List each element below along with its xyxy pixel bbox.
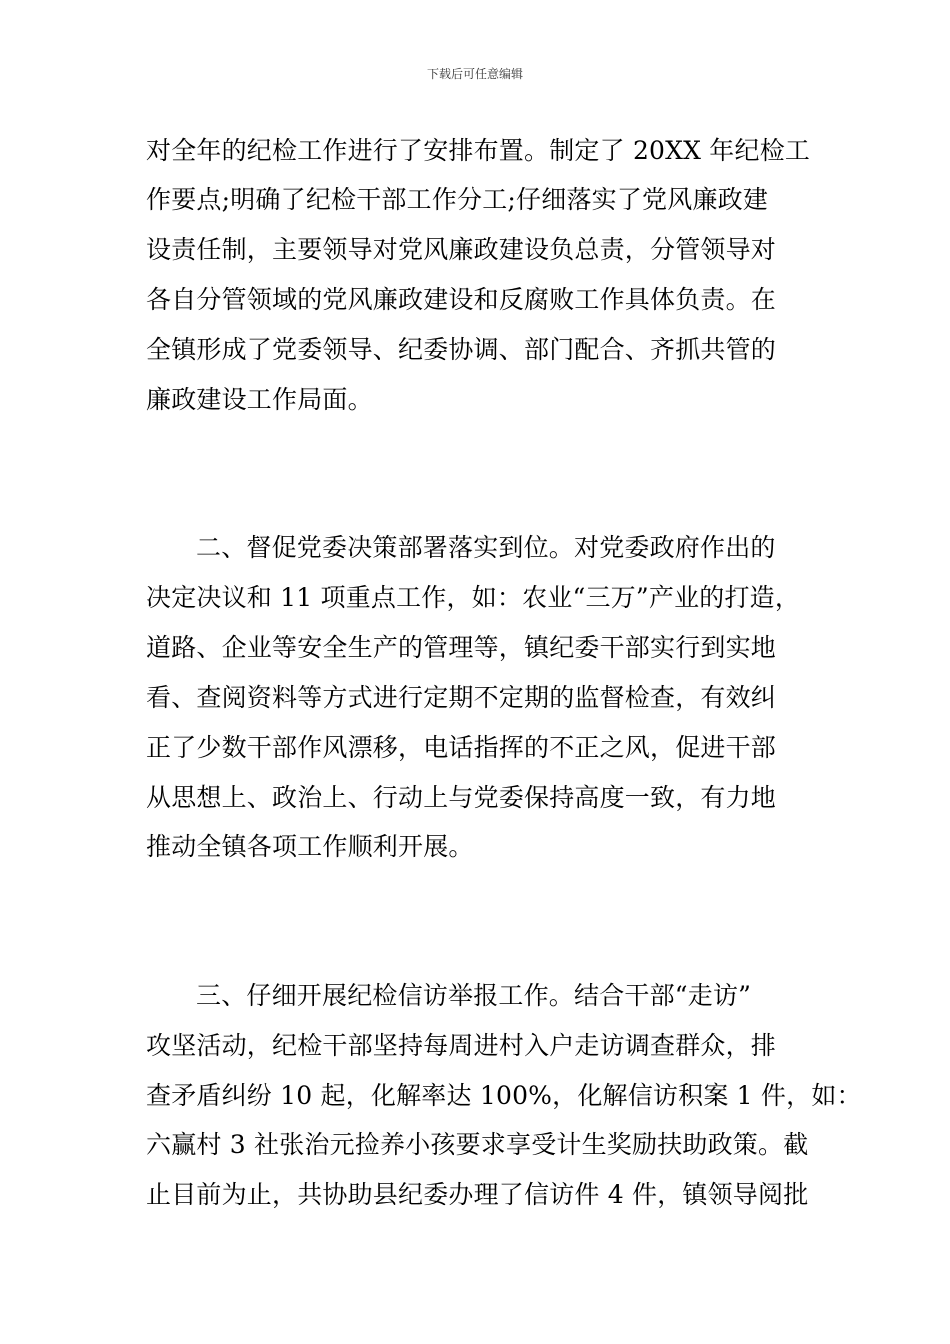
paragraph-line: 设责任制，主要领导对党风廉政建设负总责，分管领导对 <box>146 235 777 264</box>
paragraph-line: 攻坚活动，纪检干部坚持每周进村入户走访调查群众，排 <box>146 1031 777 1060</box>
paragraph-line: 从思想上、政治上、行动上与党委保持高度一致，有力地 <box>146 783 777 812</box>
paragraph-line: 推动全镇各项工作顺利开展。 <box>146 832 474 861</box>
paragraph-line: 二、督促党委决策部署落实到位。对党委政府作出的 <box>196 533 776 562</box>
paragraph-line: 看、查阅资料等方式进行定期不定期的监督检查，有效纠 <box>146 683 777 712</box>
paragraph-line: 六赢村 3 社张治元捡养小孩要求享受计生奖励扶助政策。截 <box>146 1130 809 1159</box>
paragraph-line: 作要点;明确了纪检干部工作分工;仔细落实了党风廉政建 <box>146 185 769 214</box>
paragraph-line: 廉政建设工作局面。 <box>146 385 373 414</box>
paragraph-line: 止目前为止，共协助县纪委办理了信访件 4 件，镇领导阅批 <box>146 1180 809 1209</box>
page-header: 下载后可任意编辑 <box>426 67 523 81</box>
paragraph-line: 对全年的纪检工作进行了安排布置。制定了 20XX 年纪检工 <box>146 136 811 165</box>
paragraph-line: 全镇形成了党委领导、纪委协调、部门配合、齐抓共管的 <box>146 335 777 364</box>
paragraph-line: 各自分管领域的党风廉政建设和反腐败工作具体负责。在 <box>146 285 777 314</box>
paragraph-line: 三、仔细开展纪检信访举报工作。结合干部“走访” <box>196 981 752 1010</box>
paragraph-line: 决定决议和 11 项重点工作，如：农业“三万”产业的打造， <box>146 583 801 612</box>
paragraph-line: 道路、企业等安全生产的管理等，镇纪委干部实行到实地 <box>146 633 777 662</box>
paragraph-line: 正了少数干部作风漂移，电话指挥的不正之风，促进干部 <box>146 733 777 762</box>
paragraph-line: 查矛盾纠纷 10 起，化解率达 100%，化解信访积案 1 件，如： <box>146 1081 862 1110</box>
